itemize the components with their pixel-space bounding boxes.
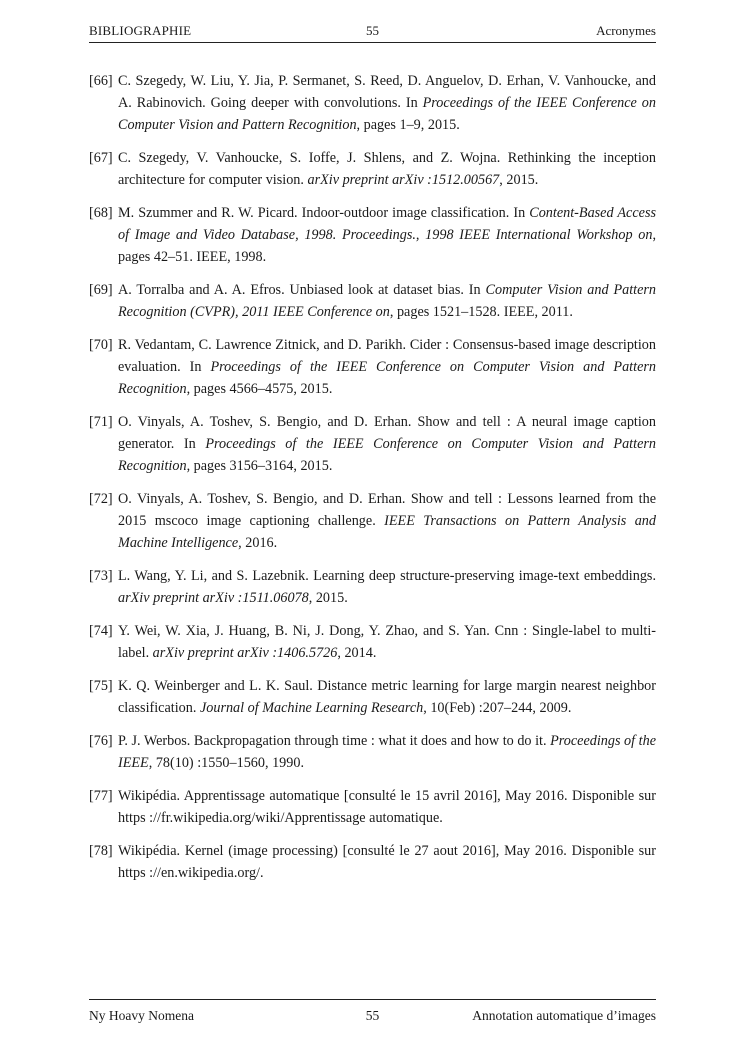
reference-list <box>89 70 656 895</box>
reference-authors-title: Y. Wei, W. Xia, J. Huang, B. Ni, J. Dong, Y. Zhao, and S. Yan. Cnn : Single-label to multi-label. <box>118 623 656 661</box>
reference-number: [76] <box>89 733 113 749</box>
reference-details: , 10(Feb) :207–244, 2009. <box>423 700 572 716</box>
reference-authors-title: R. Vedantam, C. Lawrence Zitnick, and D. Parikh. Cider : Consensus-based image description evaluation. In <box>118 337 656 375</box>
reference-number: [74] <box>89 623 113 639</box>
reference-text <box>118 788 656 826</box>
reference-number: [69] <box>89 282 113 298</box>
footer-author: Ny Hoavy Nomena <box>89 1008 194 1023</box>
reference-authors-title: M. Szummer and R. W. Picard. Indoor-outdoor image classification. In <box>118 205 530 221</box>
reference-details: , pages 1521–1528. IEEE, 2011. <box>389 304 573 320</box>
reference-details: , pages 3156–3164, 2015. <box>186 458 333 474</box>
reference-text <box>118 73 656 133</box>
reference-venue: IEEE Transactions on Pattern Analysis and Machine Intelligence <box>118 513 656 551</box>
reference-number: [77] <box>89 788 113 804</box>
reference-venue: arXiv preprint arXiv :1511.06078 <box>118 590 309 606</box>
reference-item <box>89 202 656 268</box>
document-page <box>89 0 656 1053</box>
reference-authors-title: O. Vinyals, A. Toshev, S. Bengio, and D. Erhan. Show and tell : A neural image caption generator. In <box>118 414 656 452</box>
reference-item <box>89 147 656 191</box>
reference-details: , pages 4566–4575, 2015. <box>186 381 333 397</box>
reference-details: , pages 1–9, 2015. <box>356 117 460 133</box>
reference-details: , 78(10) :1550–1560, 1990. <box>148 755 305 771</box>
reference-venue: Journal of Machine Learning Research <box>199 700 424 716</box>
reference-number: [68] <box>89 205 113 221</box>
reference-authors-title: C. Szegedy, W. Liu, Y. Jia, P. Sermanet, S. Reed, D. Anguelov, D. Erhan, V. Vanhoucke, and A. Rabinovich. Going deeper with convolutions. In <box>118 73 656 111</box>
reference-details: , 2015. <box>499 172 539 188</box>
reference-number: [73] <box>89 568 113 584</box>
reference-item <box>89 840 656 884</box>
reference-text <box>118 843 656 881</box>
reference-number: [78] <box>89 843 113 859</box>
reference-item <box>89 675 656 719</box>
reference-item <box>89 565 656 609</box>
reference-authors-title: L. Wang, Y. Li, and S. Lazebnik. Learning deep structure-preserving image-text embeddings. <box>118 568 656 584</box>
reference-authors-title: O. Vinyals, A. Toshev, S. Bengio, and D. Erhan. Show and tell : Lessons learned from the 2015 mscoco image captioning challenge. <box>118 491 656 529</box>
reference-details: , 2015. <box>308 590 348 606</box>
reference-authors-title: Wikipédia. Kernel (image processing) [consulté le 27 aout 2016], May 2016. Disponible sur https ://en.wikipedia.org/. <box>118 843 656 881</box>
reference-text <box>118 491 656 551</box>
reference-details: , 2014. <box>337 645 377 661</box>
reference-venue: Proceedings of the IEEE Conference on Computer Vision and Pattern Recognition <box>118 95 656 133</box>
reference-text <box>118 733 656 771</box>
page-footer <box>89 999 656 1030</box>
reference-venue: Proceedings of the IEEE Conference on Computer Vision and Pattern Recognition <box>118 436 656 474</box>
reference-venue: Proceedings of the IEEE <box>118 733 657 771</box>
reference-text <box>118 205 656 265</box>
reference-authors-title: A. Torralba and A. A. Efros. Unbiased look at dataset bias. In <box>118 282 486 298</box>
reference-number: [66] <box>89 73 113 89</box>
reference-details: , pages 42–51. IEEE, 1998. <box>118 227 656 265</box>
reference-text <box>118 568 656 606</box>
footer-page-number: 55 <box>365 1008 380 1023</box>
reference-text <box>118 337 656 397</box>
reference-text <box>118 150 656 188</box>
footer-title: Annotation automatique d’images <box>472 1008 656 1023</box>
page-header <box>89 22 656 43</box>
reference-item <box>89 730 656 774</box>
reference-venue: Computer Vision and Pattern Recognition (CVPR), 2011 IEEE Conference on <box>118 282 656 320</box>
reference-details: , 2016. <box>238 535 278 551</box>
reference-venue: Content-Based Access of Image and Video Database, 1998. Proceedings., 1998 IEEE International Workshop on <box>118 205 656 243</box>
header-chapter-title: Acronymes <box>596 23 656 38</box>
reference-text <box>118 282 656 320</box>
reference-item <box>89 334 656 400</box>
reference-item <box>89 785 656 829</box>
header-section-title: BIBLIOGRAPHIE <box>89 23 192 38</box>
reference-item <box>89 488 656 554</box>
reference-venue: Proceedings of the IEEE Conference on Computer Vision and Pattern Recognition <box>118 359 656 397</box>
reference-item <box>89 70 656 136</box>
reference-item <box>89 411 656 477</box>
reference-number: [70] <box>89 337 113 353</box>
reference-text <box>118 678 656 716</box>
reference-authors-title: C. Szegedy, V. Vanhoucke, S. Ioffe, J. Shlens, and Z. Wojna. Rethinking the inception architecture for computer vision. <box>118 150 656 188</box>
header-page-number: 55 <box>366 23 379 38</box>
reference-number: [75] <box>89 678 113 694</box>
reference-text <box>118 414 656 474</box>
reference-text <box>118 623 656 661</box>
reference-number: [67] <box>89 150 113 166</box>
reference-number: [72] <box>89 491 113 507</box>
reference-item <box>89 279 656 323</box>
reference-venue: arXiv preprint arXiv :1406.5726 <box>152 645 338 661</box>
reference-authors-title: K. Q. Weinberger and L. K. Saul. Distance metric learning for large margin nearest neighbor classification. <box>118 678 656 716</box>
reference-authors-title: Wikipédia. Apprentissage automatique [consulté le 15 avril 2016], May 2016. Disponible sur https ://fr.wikipedia.org/wiki/Apprentissage automatique. <box>118 788 656 826</box>
reference-venue: arXiv preprint arXiv :1512.00567 <box>307 172 500 188</box>
reference-number: [71] <box>89 414 113 430</box>
reference-item <box>89 620 656 664</box>
reference-authors-title: P. J. Werbos. Backpropagation through time : what it does and how to do it. <box>118 733 551 749</box>
